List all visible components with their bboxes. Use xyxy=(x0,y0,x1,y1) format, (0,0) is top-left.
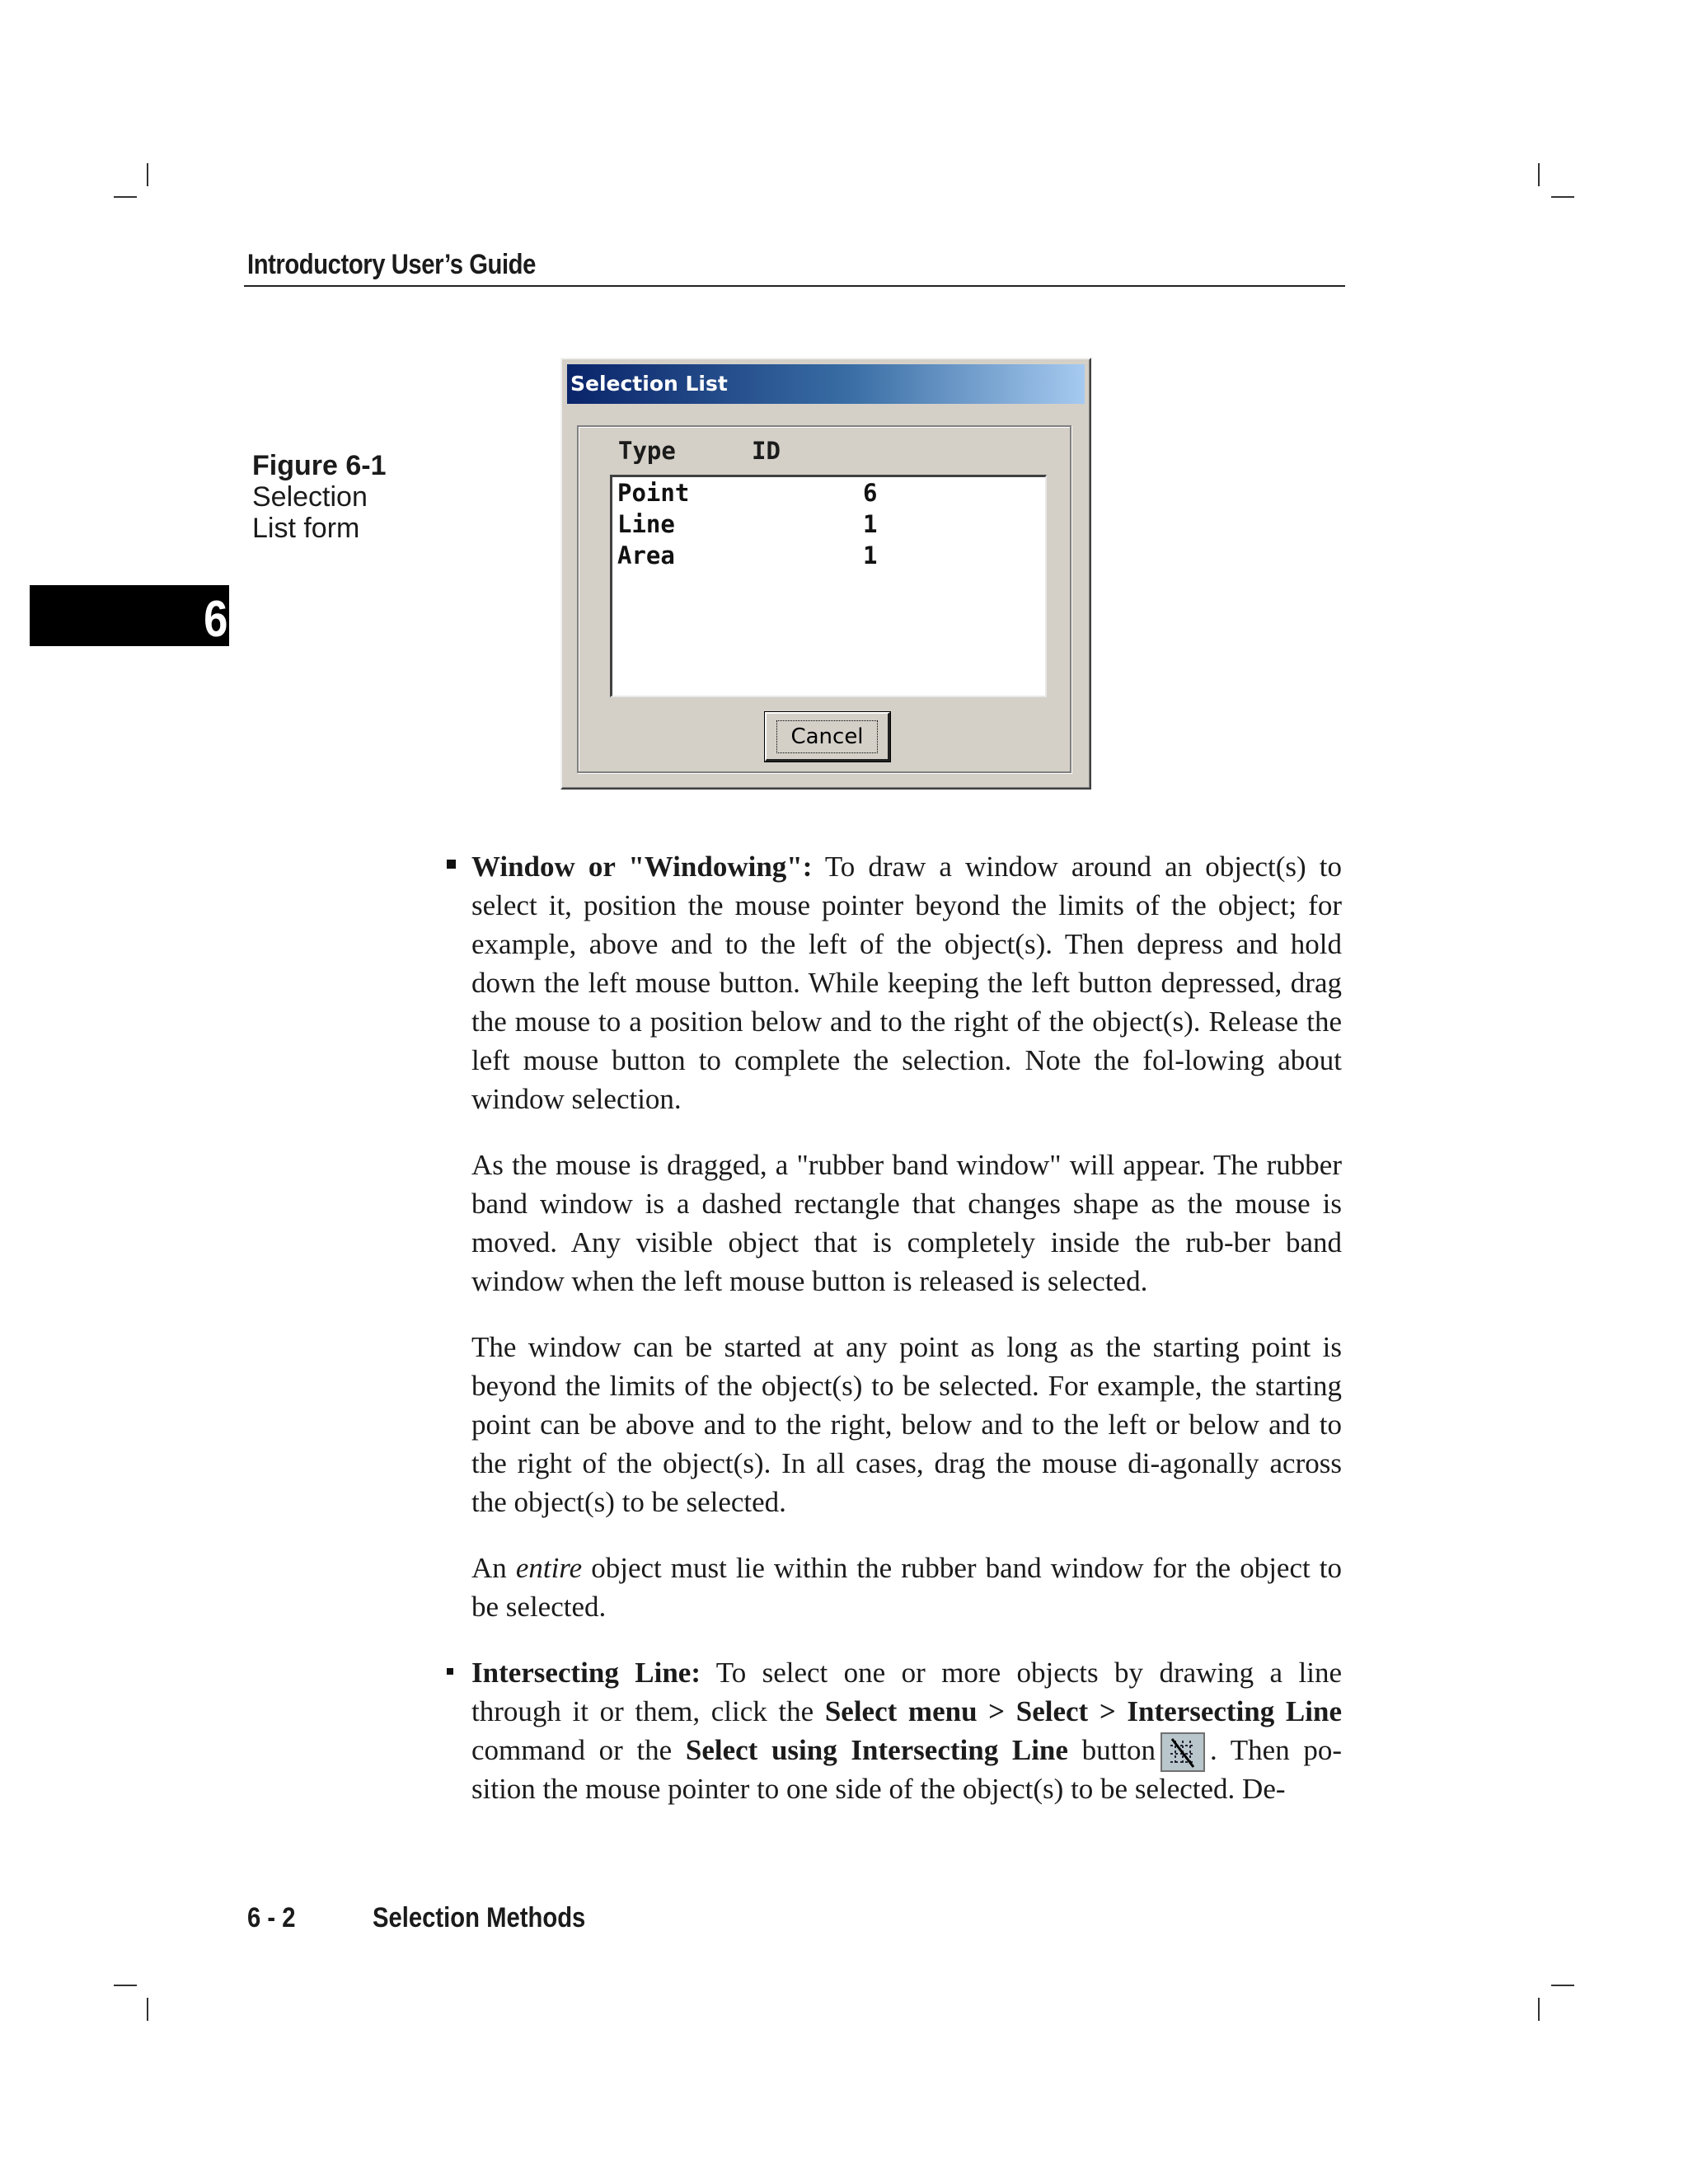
selection-list-dialog xyxy=(560,358,1091,790)
crop-mark xyxy=(147,163,148,186)
dialog-title: Selection List xyxy=(570,372,728,396)
crop-mark xyxy=(1538,1998,1540,2021)
list-item-type: Point xyxy=(617,479,690,507)
list-item[interactable] xyxy=(616,477,1045,509)
crop-mark xyxy=(114,1985,137,1986)
bullet-intersecting-line xyxy=(471,1653,1342,1808)
running-header: Introductory User’s Guide xyxy=(247,249,536,280)
body-text xyxy=(471,847,1342,1835)
text: To select one or more objects by drawing a line through it or them, click the xyxy=(471,1657,1342,1727)
crop-mark xyxy=(114,196,137,198)
text: An xyxy=(471,1552,516,1584)
paragraph-start-point: The window can be started at any point as long as the starting point is beyond the limits of the object(s) to be selected. For example, the starting point can be above and to the right, below and to the left or below and to the right of the object(s). In all cases, drag the mouse di-agonally across the object(s) to be selected. xyxy=(471,1331,1342,1518)
header-rule xyxy=(244,285,1345,287)
crop-mark xyxy=(147,1998,148,2021)
dialog-titlebar[interactable] xyxy=(567,364,1085,404)
paragraph-rubber-band: As the mouse is dragged, a "rubber band window" will appear. The rubber band window is a dashed rectangle that changes shape as the mouse is moved. Any visible object that is completely inside the rub-ber band window when the left mouse button is released is selected. xyxy=(471,1149,1342,1297)
text: object must lie within the rubber band window for the object to be selected. xyxy=(471,1552,1342,1623)
intersecting-line-icon xyxy=(1160,1732,1205,1772)
bullet-term: Window or "Windowing": xyxy=(471,851,813,883)
menu-path: Select menu > Select > Intersecting Line xyxy=(824,1695,1342,1727)
crop-mark xyxy=(1538,163,1540,186)
crop-mark xyxy=(1551,196,1574,198)
list-item[interactable] xyxy=(616,509,1045,540)
figure-caption xyxy=(252,450,386,544)
list-item-type: Line xyxy=(617,510,675,538)
chapter-number: 6 xyxy=(203,591,227,648)
bullet-window xyxy=(471,847,1342,1118)
figure-caption-line: Selection xyxy=(252,481,368,513)
text: command or the xyxy=(471,1734,686,1766)
selection-listbox[interactable] xyxy=(610,475,1047,697)
paragraph-entire-object xyxy=(471,1549,1342,1626)
column-header-type: Type xyxy=(618,437,676,465)
list-item-type: Area xyxy=(617,541,675,569)
text: button xyxy=(1067,1734,1156,1766)
cancel-button-label: Cancel xyxy=(776,720,877,753)
page-number: 6 - 2 xyxy=(247,1902,296,1933)
figure-caption-line: List form xyxy=(252,513,360,544)
button-name: Select using Intersecting Line xyxy=(685,1734,1068,1766)
crop-mark xyxy=(1551,1985,1574,1986)
bullet-text: To draw a window around an object(s) to select it, position the mouse pointer beyond the limits of the object; for example, above and to the left of the object(s). Then depress and hold down the left mouse button. While keeping the left button depressed, drag the mouse to a position below and to the right of the object(s). Release the left mouse button to complete the selection. Note the fol-lowing about window selection. xyxy=(471,851,1342,1115)
text: . Then po-sition the mouse pointer to one side of the object(s) to be selected. De- xyxy=(471,1734,1343,1805)
column-header-id: ID xyxy=(752,437,781,465)
cancel-button[interactable] xyxy=(765,712,890,762)
emphasis: entire xyxy=(515,1552,583,1584)
list-item-id: 1 xyxy=(863,510,878,538)
list-item-id: 6 xyxy=(863,479,878,507)
figure-number: Figure 6-1 xyxy=(252,450,387,481)
bullet-icon xyxy=(447,860,456,869)
intersecting-line-icon-graphic xyxy=(1162,1734,1203,1770)
footer-section-title: Selection Methods xyxy=(373,1902,586,1933)
chapter-tab xyxy=(30,585,229,646)
bullet-icon xyxy=(447,1668,453,1675)
bullet-term: Intersecting Line: xyxy=(471,1657,701,1689)
list-item-id: 1 xyxy=(863,541,878,569)
list-item[interactable] xyxy=(616,540,1045,571)
